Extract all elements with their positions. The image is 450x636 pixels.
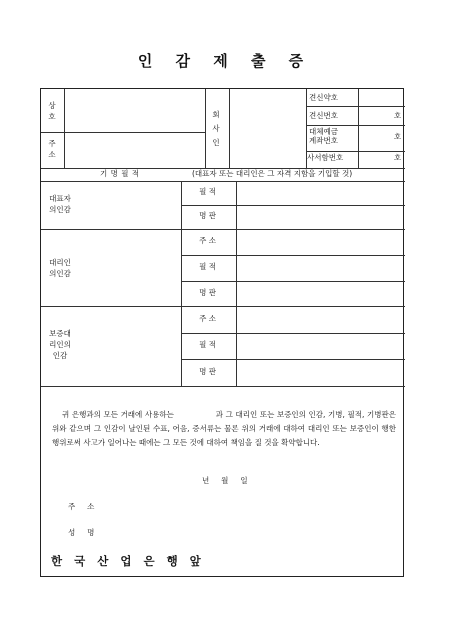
guarantor-plate-label: 명 판: [199, 367, 216, 376]
field-label-2: 대체예금 계좌번호: [309, 127, 338, 145]
document-title: 인 감 제 출 증: [137, 52, 313, 70]
address-label: 주 소: [48, 139, 56, 159]
form-frame: [40, 88, 404, 577]
field-label-3: 사서함번호: [307, 153, 344, 162]
bank-addressee: 한 국 산 업 은 행 앞: [51, 554, 205, 568]
footer-name-label: 성 명: [68, 528, 95, 537]
rep-plate-label: 명 판: [199, 211, 216, 220]
guarantor-address-label: 주 소: [199, 314, 216, 323]
guarantor-handwriting-label: 필 적: [199, 340, 216, 349]
field-value-3: 호: [394, 153, 402, 162]
representative-seal-label: 대표자 의인감: [49, 194, 71, 214]
signature-header: 기 명 필 적: [100, 169, 140, 178]
guarantor-seal-label: 보증대 리인의 인감: [49, 329, 71, 360]
field-label-1: 견신번호: [309, 111, 338, 120]
agent-address-label: 주 소: [199, 236, 216, 245]
signature-note: (대표자 또는 대리인은 그 자격 지함을 기입할 것): [192, 169, 353, 178]
footer-address-label: 주 소: [68, 502, 95, 511]
field-value-2: 호: [394, 132, 402, 141]
declaration-text: 귀 은행과의 모든 거래에 사용하는 과 그 대리인 또는 보증인의 인감, 기병, 필적, 기병판은 위와 같으며 그 인감이 날인된 수표, 어음, 증서류는 물론 위의 거래에 대하여 대리인 또는 보증인이 행한 행위로써 사고가 일어나는 때에는 그 모든 것에 대하여 책임을 질 것을 확약합니다.: [52, 410, 399, 447]
agent-plate-label: 명 판: [199, 288, 216, 297]
field-label-0: 견신약호: [309, 93, 338, 102]
shop-name-label: 상 호: [48, 101, 56, 121]
agent-handwriting-label: 필 적: [199, 262, 216, 271]
field-value-1: 호: [394, 111, 402, 120]
company-seal-label: 회 사 인: [212, 110, 220, 147]
date-line: 년 월 일: [202, 476, 248, 485]
rep-handwriting-label: 필 적: [199, 187, 216, 196]
agent-seal-label: 대리인 의인감: [49, 258, 71, 278]
